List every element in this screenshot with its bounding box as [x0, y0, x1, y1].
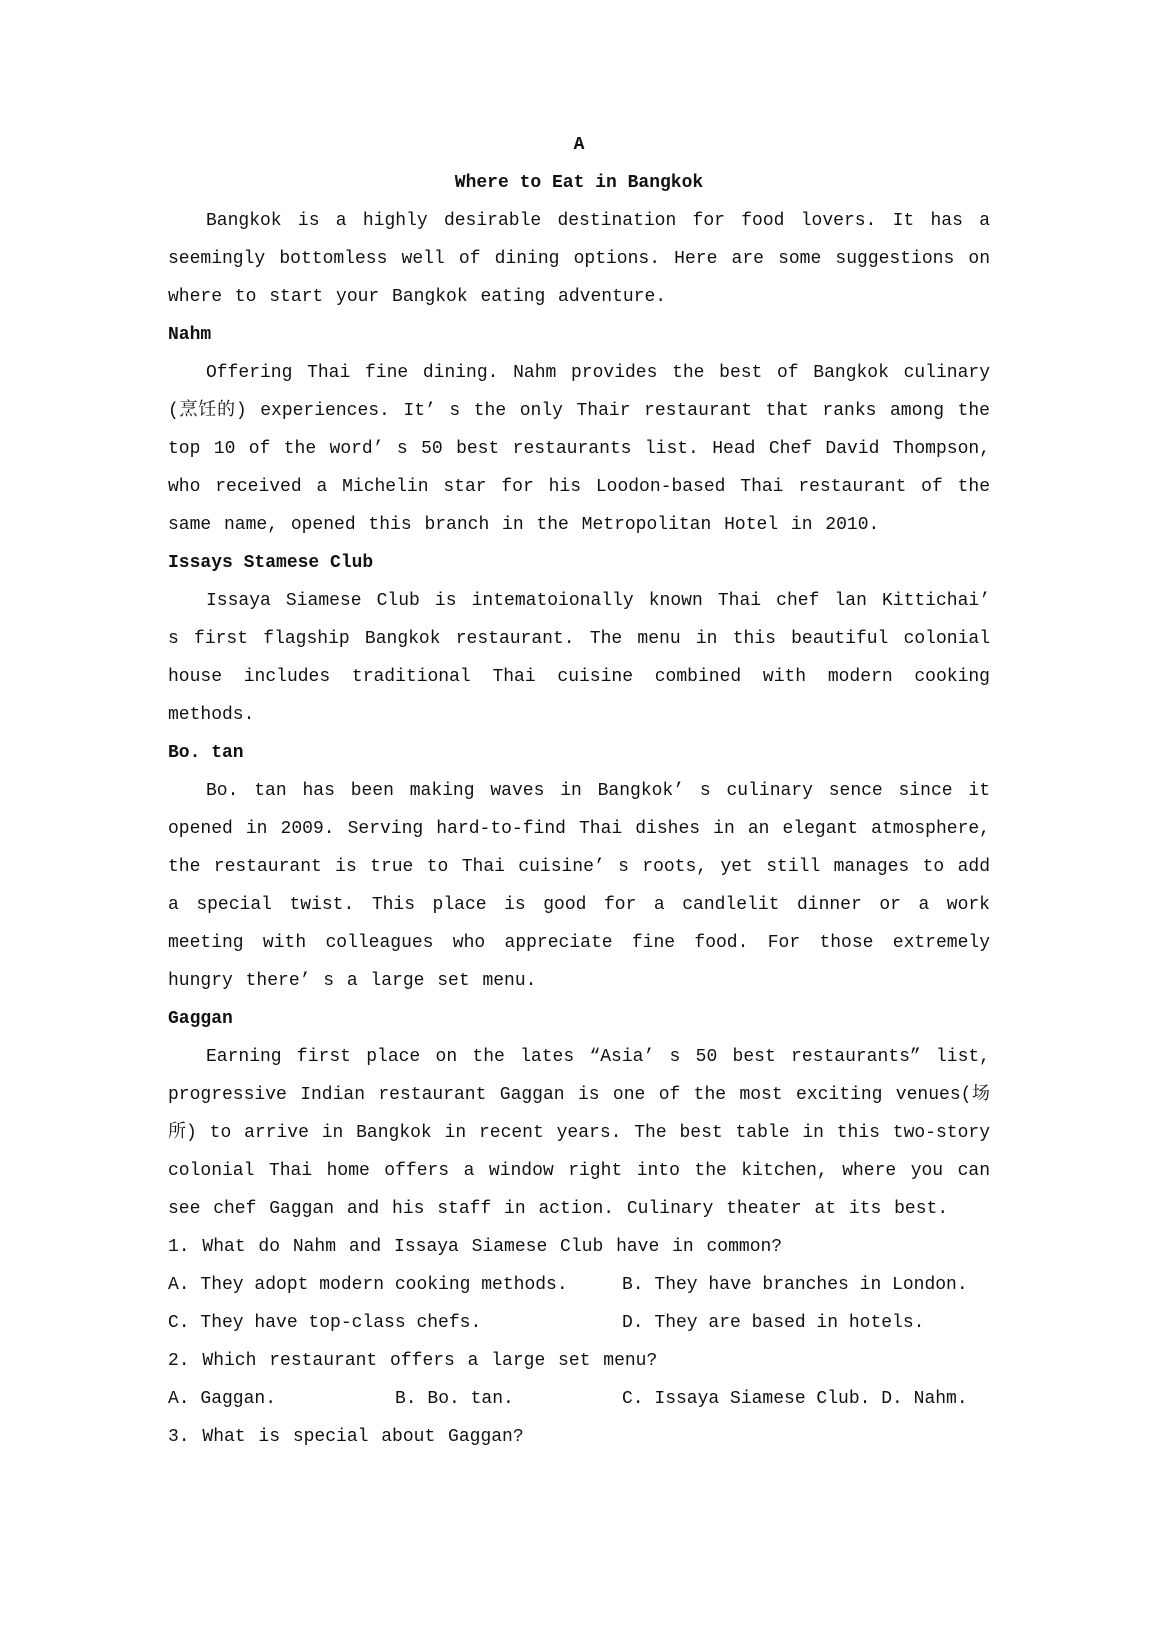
- question-1-option-c: C. They have top-class chefs.: [168, 1313, 482, 1333]
- question-2-option-a: A. Gaggan.: [168, 1389, 277, 1409]
- question-1-option-d: D. They are based in hotels.: [622, 1313, 925, 1333]
- intro-paragraph: Bangkok is a highly desirable destination for food lovers. It has a seemingly bottomless well of dining options. Here are some suggestions on where to start your Bangkok eating adventure.: [168, 211, 990, 307]
- question-1-option-b: B. They have branches in London.: [622, 1275, 968, 1295]
- section-body-gaggan: Earning first place on the lates “Asia’ s 50 best restaurants” list, progressive Indian restaurant Gaggan is one of the most exciting venues(场所) to arrive in Bangkok in recent years. The best table in this two-story colonial Thai home offers a window right into the kitchen, where you can see chef Gaggan and his staff in action. Culinary theater at its best.: [168, 1047, 990, 1219]
- section-heading-botan: Bo. tan: [168, 743, 244, 763]
- section-heading-issaya: Issays Stamese Club: [168, 553, 374, 573]
- section-body-issaya: Issaya Siamese Club is intematoionally known Thai chef lan Kittichai’ s first flagship Bangkok restaurant. The menu in this beautiful colonial house includes traditional Thai cuisine combined with modern cooking methods.: [168, 591, 990, 725]
- question-2-option-cd: C. Issaya Siamese Club. D. Nahm.: [622, 1389, 968, 1409]
- section-body-botan: Bo. tan has been making waves in Bangkok’ s culinary sence since it opened in 2009. Serving hard-to-find Thai dishes in an elegant atmosphere, the restaurant is true to Thai cuisine’ s roots, yet still manages to add a special twist. This place is good for a candlelit dinner or a work meeting with colleagues who appreciate fine food. For those extremely hungry there’ s a large set menu.: [168, 781, 990, 991]
- section-body-nahm: Offering Thai fine dining. Nahm provides the best of Bangkok culinary (烹饪的) experiences. It’ s the only Thair restaurant that ranks among the top 10 of the word’ s 50 best restaurants list. Head Chef David Thompson, who received a Michelin star for his Loodon-based Thai restaurant of the same name, opened this branch in the Metropolitan Hotel in 2010.: [168, 363, 990, 535]
- section-label: A: [573, 135, 585, 155]
- question-3-stem: 3. What is special about Gaggan?: [168, 1427, 524, 1447]
- section-heading-nahm: Nahm: [168, 325, 212, 345]
- question-2-option-row: [168, 1380, 990, 1418]
- question-2-stem: 2. Which restaurant offers a large set menu?: [168, 1351, 658, 1371]
- section-heading-gaggan: Gaggan: [168, 1009, 233, 1029]
- question-1-option-row-1: [168, 1266, 990, 1304]
- question-1-option-a: A. They adopt modern cooking methods.: [168, 1275, 568, 1295]
- question-1-option-row-2: [168, 1304, 990, 1342]
- question-1-stem: 1. What do Nahm and Issaya Siamese Club have in common?: [168, 1237, 783, 1257]
- question-2-option-b: B. Bo. tan.: [395, 1389, 514, 1409]
- page-title: Where to Eat in Bangkok: [454, 173, 704, 193]
